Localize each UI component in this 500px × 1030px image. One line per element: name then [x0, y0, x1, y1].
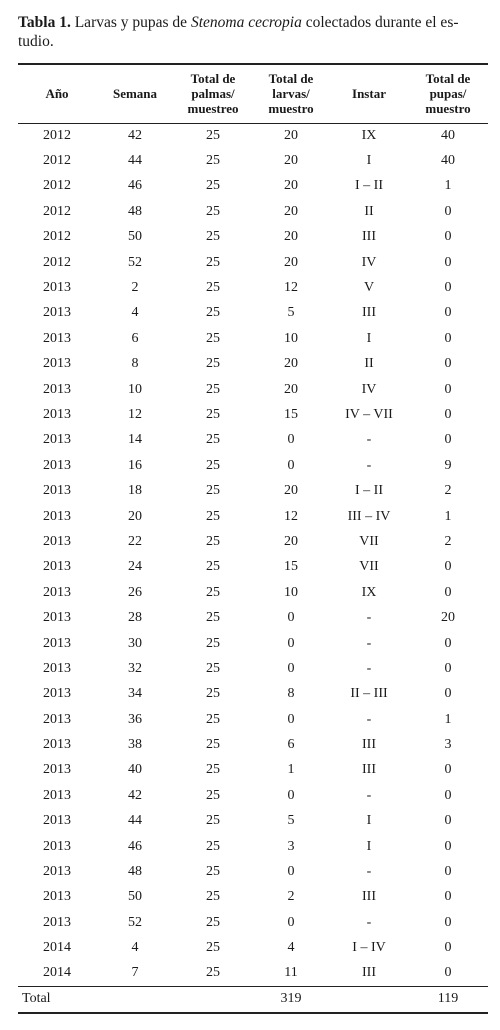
cell-ano: 2013 [43, 280, 71, 296]
cell-palmas: 25 [206, 432, 220, 448]
table-row [18, 707, 488, 732]
cell-pupas: 0 [444, 330, 452, 346]
cell-semana: 20 [128, 508, 142, 524]
cell-instar: III [362, 229, 376, 245]
cell-larvas: 5 [287, 305, 295, 321]
cell-ano: 2013 [43, 889, 71, 905]
cell-pupas: 0 [444, 838, 452, 854]
table-row [18, 199, 488, 224]
cell-semana: 48 [128, 203, 142, 219]
cell-larvas: 20 [284, 356, 298, 372]
cell-pupas: 0 [444, 280, 452, 296]
cell-pupas: 0 [444, 914, 452, 930]
cell-ano: 2013 [43, 584, 71, 600]
cell-semana: 50 [128, 889, 142, 905]
cell-pupas: 0 [444, 203, 452, 219]
cell-ano: 2013 [43, 457, 71, 473]
header-semana: Semana [96, 64, 174, 123]
cell-ano: 2013 [43, 914, 71, 930]
cell-semana: 10 [128, 381, 142, 397]
table-row [18, 301, 488, 326]
cell-larvas: 4 [287, 940, 295, 956]
cell-pupas: 0 [444, 813, 452, 829]
cell-palmas: 25 [206, 737, 220, 753]
cell-ano: 2014 [43, 965, 71, 981]
cell-instar: II [364, 203, 374, 219]
cell-ano: 2012 [43, 229, 71, 245]
cell-instar: VII [359, 533, 379, 549]
cell-pupas: 9 [444, 457, 452, 473]
cell-semana: 28 [128, 610, 142, 626]
table-row [18, 859, 488, 884]
table-row [18, 732, 488, 757]
table-row [18, 504, 488, 529]
cell-larvas: 20 [284, 178, 298, 194]
cell-instar: I – II [355, 483, 383, 499]
cell-pupas: 0 [444, 762, 452, 778]
cell-instar: IX [361, 127, 377, 143]
cell-ano: 2013 [43, 559, 71, 575]
cell-larvas: 0 [287, 432, 295, 448]
total-empty-semana [96, 986, 174, 1013]
cell-palmas: 25 [206, 254, 220, 270]
cell-instar: III [362, 737, 376, 753]
table-row [18, 352, 488, 377]
cell-ano: 2013 [43, 330, 71, 346]
cell-palmas: 25 [206, 940, 220, 956]
cell-ano: 2013 [43, 838, 71, 854]
cell-semana: 50 [128, 229, 142, 245]
header-ano: Año [18, 64, 96, 123]
cell-larvas: 8 [287, 686, 295, 702]
cell-ano: 2013 [43, 406, 71, 422]
cell-palmas: 25 [206, 559, 220, 575]
cell-pupas: 0 [444, 356, 452, 372]
cell-semana: 52 [128, 254, 142, 270]
header-instar: Instar [330, 64, 408, 123]
cell-palmas: 25 [206, 660, 220, 676]
table-body [18, 123, 488, 1013]
cell-semana: 44 [128, 153, 142, 169]
cell-larvas: 0 [287, 864, 295, 880]
header-total-palmas: Total de palmas/ muestreo [174, 64, 252, 123]
cell-instar: I – II [355, 178, 383, 194]
cell-pupas: 0 [444, 686, 452, 702]
cell-larvas: 0 [287, 660, 295, 676]
cell-instar: III – IV [347, 508, 391, 524]
table-row [18, 961, 488, 986]
cell-palmas: 25 [206, 787, 220, 803]
cell-semana: 42 [128, 787, 142, 803]
cell-larvas: 20 [284, 533, 298, 549]
total-label: Total [18, 986, 96, 1013]
table-row [18, 783, 488, 808]
cell-ano: 2013 [43, 864, 71, 880]
cell-semana: 8 [131, 356, 139, 372]
table-row [18, 910, 488, 935]
cell-semana: 18 [128, 483, 142, 499]
cell-ano: 2013 [43, 381, 71, 397]
cell-palmas: 25 [206, 686, 220, 702]
cell-semana: 4 [131, 305, 139, 321]
cell-ano: 2013 [43, 483, 71, 499]
cell-pupas: 0 [444, 965, 452, 981]
cell-instar: IV – VII [345, 406, 393, 422]
cell-ano: 2013 [43, 533, 71, 549]
cell-semana: 34 [128, 686, 142, 702]
cell-semana: 46 [128, 838, 142, 854]
cell-ano: 2013 [43, 813, 71, 829]
caption-line2: tudio. [18, 33, 54, 50]
table-row [18, 758, 488, 783]
cell-semana: 30 [128, 635, 142, 651]
table-row [18, 682, 488, 707]
cell-palmas: 25 [206, 229, 220, 245]
cell-larvas: 15 [284, 406, 298, 422]
cell-instar: I [366, 153, 372, 169]
table-row [18, 250, 488, 275]
cell-semana: 48 [128, 864, 142, 880]
cell-larvas: 6 [287, 737, 295, 753]
cell-instar: - [366, 914, 372, 930]
cell-pupas: 0 [444, 864, 452, 880]
cell-semana: 40 [128, 762, 142, 778]
cell-ano: 2012 [43, 254, 71, 270]
table-row [18, 326, 488, 351]
cell-ano: 2013 [43, 711, 71, 727]
cell-larvas: 20 [284, 381, 298, 397]
caption-text-before: Larvas y pupas de [70, 14, 191, 31]
cell-pupas: 0 [444, 940, 452, 956]
cell-pupas: 40 [441, 153, 455, 169]
cell-palmas: 25 [206, 635, 220, 651]
cell-semana: 46 [128, 178, 142, 194]
cell-larvas: 0 [287, 635, 295, 651]
cell-instar: IV [361, 381, 377, 397]
cell-ano: 2013 [43, 686, 71, 702]
table-row [18, 275, 488, 300]
cell-pupas: 1 [444, 711, 452, 727]
table-row [18, 656, 488, 681]
cell-ano: 2013 [43, 432, 71, 448]
cell-palmas: 25 [206, 330, 220, 346]
cell-ano: 2012 [43, 178, 71, 194]
cell-ano: 2013 [43, 610, 71, 626]
cell-instar: III [362, 889, 376, 905]
cell-pupas: 0 [444, 787, 452, 803]
cell-palmas: 25 [206, 965, 220, 981]
cell-pupas: 0 [444, 381, 452, 397]
cell-ano: 2013 [43, 508, 71, 524]
cell-semana: 12 [128, 406, 142, 422]
cell-semana: 4 [131, 940, 139, 956]
cell-larvas: 15 [284, 559, 298, 575]
header-total-larvas: Total de larvas/ muestro [252, 64, 330, 123]
cell-larvas: 2 [287, 889, 295, 905]
data-table [18, 63, 488, 1014]
cell-palmas: 25 [206, 813, 220, 829]
cell-larvas: 0 [287, 711, 295, 727]
cell-instar: I [366, 838, 372, 854]
cell-pupas: 0 [444, 229, 452, 245]
cell-ano: 2013 [43, 787, 71, 803]
table-row [18, 453, 488, 478]
table-row [18, 529, 488, 554]
cell-semana: 36 [128, 711, 142, 727]
cell-semana: 2 [131, 280, 139, 296]
cell-palmas: 25 [206, 153, 220, 169]
cell-palmas: 25 [206, 914, 220, 930]
cell-instar: I [366, 813, 372, 829]
cell-palmas: 25 [206, 711, 220, 727]
total-larvas: 319 [252, 986, 330, 1013]
caption-text-after: colectados durante el es- [301, 14, 459, 31]
total-empty-palmas [174, 986, 252, 1013]
cell-palmas: 25 [206, 406, 220, 422]
cell-pupas: 1 [444, 178, 452, 194]
table-row [18, 936, 488, 961]
cell-ano: 2012 [43, 153, 71, 169]
cell-larvas: 0 [287, 610, 295, 626]
cell-pupas: 0 [444, 254, 452, 270]
cell-pupas: 40 [441, 127, 455, 143]
cell-instar: - [366, 457, 372, 473]
cell-instar: - [366, 432, 372, 448]
cell-palmas: 25 [206, 483, 220, 499]
cell-instar: - [366, 711, 372, 727]
cell-palmas: 25 [206, 127, 220, 143]
cell-pupas: 0 [444, 305, 452, 321]
cell-instar: - [366, 635, 372, 651]
cell-palmas: 25 [206, 178, 220, 194]
table-row [18, 605, 488, 630]
cell-larvas: 3 [287, 838, 295, 854]
cell-semana: 44 [128, 813, 142, 829]
cell-pupas: 1 [444, 508, 452, 524]
cell-palmas: 25 [206, 508, 220, 524]
cell-larvas: 20 [284, 153, 298, 169]
table-row [18, 377, 488, 402]
cell-instar: II [364, 356, 374, 372]
cell-ano: 2013 [43, 356, 71, 372]
cell-larvas: 20 [284, 229, 298, 245]
cell-pupas: 3 [444, 737, 452, 753]
cell-instar: I [366, 330, 372, 346]
cell-ano: 2013 [43, 762, 71, 778]
cell-pupas: 0 [444, 432, 452, 448]
cell-pupas: 0 [444, 584, 452, 600]
cell-semana: 16 [128, 457, 142, 473]
cell-instar: - [366, 660, 372, 676]
table-row [18, 428, 488, 453]
cell-semana: 52 [128, 914, 142, 930]
cell-palmas: 25 [206, 838, 220, 854]
cell-semana: 38 [128, 737, 142, 753]
table-row [18, 580, 488, 605]
cell-semana: 7 [131, 965, 139, 981]
cell-larvas: 12 [284, 508, 298, 524]
cell-palmas: 25 [206, 864, 220, 880]
cell-pupas: 0 [444, 889, 452, 905]
cell-pupas: 2 [444, 483, 452, 499]
cell-palmas: 25 [206, 305, 220, 321]
table-row [18, 555, 488, 580]
cell-ano: 2014 [43, 940, 71, 956]
table-row [18, 834, 488, 859]
cell-larvas: 10 [284, 584, 298, 600]
cell-semana: 22 [128, 533, 142, 549]
cell-instar: - [366, 610, 372, 626]
cell-larvas: 0 [287, 457, 295, 473]
cell-palmas: 25 [206, 381, 220, 397]
table-row [18, 123, 488, 148]
table-row [18, 631, 488, 656]
cell-semana: 6 [131, 330, 139, 346]
cell-instar: VII [359, 559, 379, 575]
table-row [18, 885, 488, 910]
cell-palmas: 25 [206, 280, 220, 296]
cell-pupas: 0 [444, 406, 452, 422]
cell-pupas: 0 [444, 559, 452, 575]
cell-larvas: 0 [287, 914, 295, 930]
table-row [18, 174, 488, 199]
cell-pupas: 0 [444, 635, 452, 651]
caption-species: Stenoma cecropia [190, 14, 302, 31]
cell-instar: II – III [350, 686, 388, 702]
table-row [18, 225, 488, 250]
table-row [18, 809, 488, 834]
cell-ano: 2012 [43, 127, 71, 143]
cell-palmas: 25 [206, 889, 220, 905]
cell-instar: III [362, 965, 376, 981]
cell-instar: I – IV [352, 940, 386, 956]
cell-larvas: 20 [284, 203, 298, 219]
cell-palmas: 25 [206, 762, 220, 778]
cell-instar: - [366, 787, 372, 803]
caption-label: Tabla 1. [18, 14, 71, 31]
cell-larvas: 20 [284, 127, 298, 143]
cell-semana: 14 [128, 432, 142, 448]
cell-instar: IV [361, 254, 377, 270]
cell-semana: 42 [128, 127, 142, 143]
cell-larvas: 20 [284, 483, 298, 499]
cell-larvas: 20 [284, 254, 298, 270]
cell-instar: - [366, 864, 372, 880]
table-header [18, 64, 488, 123]
table-row [18, 478, 488, 503]
cell-larvas: 11 [284, 965, 298, 981]
cell-palmas: 25 [206, 203, 220, 219]
cell-semana: 26 [128, 584, 142, 600]
cell-ano: 2013 [43, 737, 71, 753]
table-caption [18, 0, 488, 48]
table-row [18, 148, 488, 173]
total-row [18, 986, 488, 1013]
cell-semana: 24 [128, 559, 142, 575]
cell-pupas: 0 [444, 660, 452, 676]
cell-palmas: 25 [206, 457, 220, 473]
cell-palmas: 25 [206, 610, 220, 626]
cell-semana: 32 [128, 660, 142, 676]
cell-instar: III [362, 305, 376, 321]
total-pupas: 119 [408, 986, 488, 1013]
cell-pupas: 20 [441, 610, 455, 626]
cell-larvas: 0 [287, 787, 295, 803]
cell-larvas: 10 [284, 330, 298, 346]
cell-instar: IX [361, 584, 377, 600]
cell-instar: V [363, 280, 375, 296]
cell-ano: 2013 [43, 305, 71, 321]
table-row [18, 402, 488, 427]
cell-larvas: 1 [287, 762, 295, 778]
header-total-pupas: Total de pupas/ muestro [408, 64, 488, 123]
cell-ano: 2013 [43, 635, 71, 651]
cell-ano: 2012 [43, 203, 71, 219]
cell-pupas: 2 [444, 533, 452, 549]
cell-palmas: 25 [206, 533, 220, 549]
cell-instar: III [362, 762, 376, 778]
cell-palmas: 25 [206, 356, 220, 372]
cell-larvas: 12 [284, 280, 298, 296]
total-empty-instar [330, 986, 408, 1013]
cell-larvas: 5 [287, 813, 295, 829]
cell-ano: 2013 [43, 660, 71, 676]
cell-palmas: 25 [206, 584, 220, 600]
